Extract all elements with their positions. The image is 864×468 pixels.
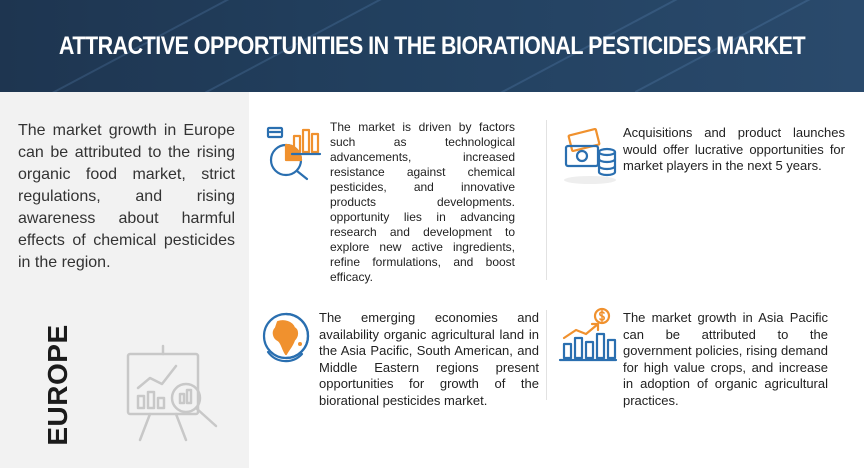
card-acquisitions: Acquisitions and product launches would offer lucrative opportunities for market players in the next 5 years.	[623, 125, 845, 173]
region-label: EUROPE	[42, 324, 73, 446]
divider-vertical-top	[546, 120, 547, 280]
page-title: ATTRACTIVE OPPORTUNITIES IN THE BIORATIONAL PESTICIDES MARKET	[58, 31, 806, 60]
header-banner	[0, 0, 864, 92]
card-asia-pacific-growth: The market growth in Asia Pacific can be attributed to the government policies, rising demand for high value crops, and increase in adoption of organic agricultural practices.	[623, 310, 828, 408]
card-emerging-economies: The emerging economies and availability organic agricultural land in the Asia Pacific, South American, and Middle Eastern regions present opportunities for growth of the biorational pesticides market.	[319, 310, 539, 408]
bar-chart-magnifier-icon	[262, 122, 322, 182]
divider-vertical-bottom	[546, 310, 547, 400]
money-coins-icon	[560, 128, 620, 188]
presentation-board-analytics-icon	[120, 340, 230, 445]
europe-description: The market growth in Europe can be attributed to the rising organic food market, strict regulations, and rising awareness about harmful effects of chemical pesticides in the region.	[18, 122, 235, 271]
growth-chart-dollar-icon	[558, 306, 618, 366]
globe-icon	[258, 308, 318, 368]
card-technology-drivers: The market is driven by factors such as technological advancements, increased resistance against chemical pesticides, and innovative products developments. opportunity lies in advancing research and development to explore new active ingredients, refine formulations, and boost efficacy.	[330, 120, 515, 284]
